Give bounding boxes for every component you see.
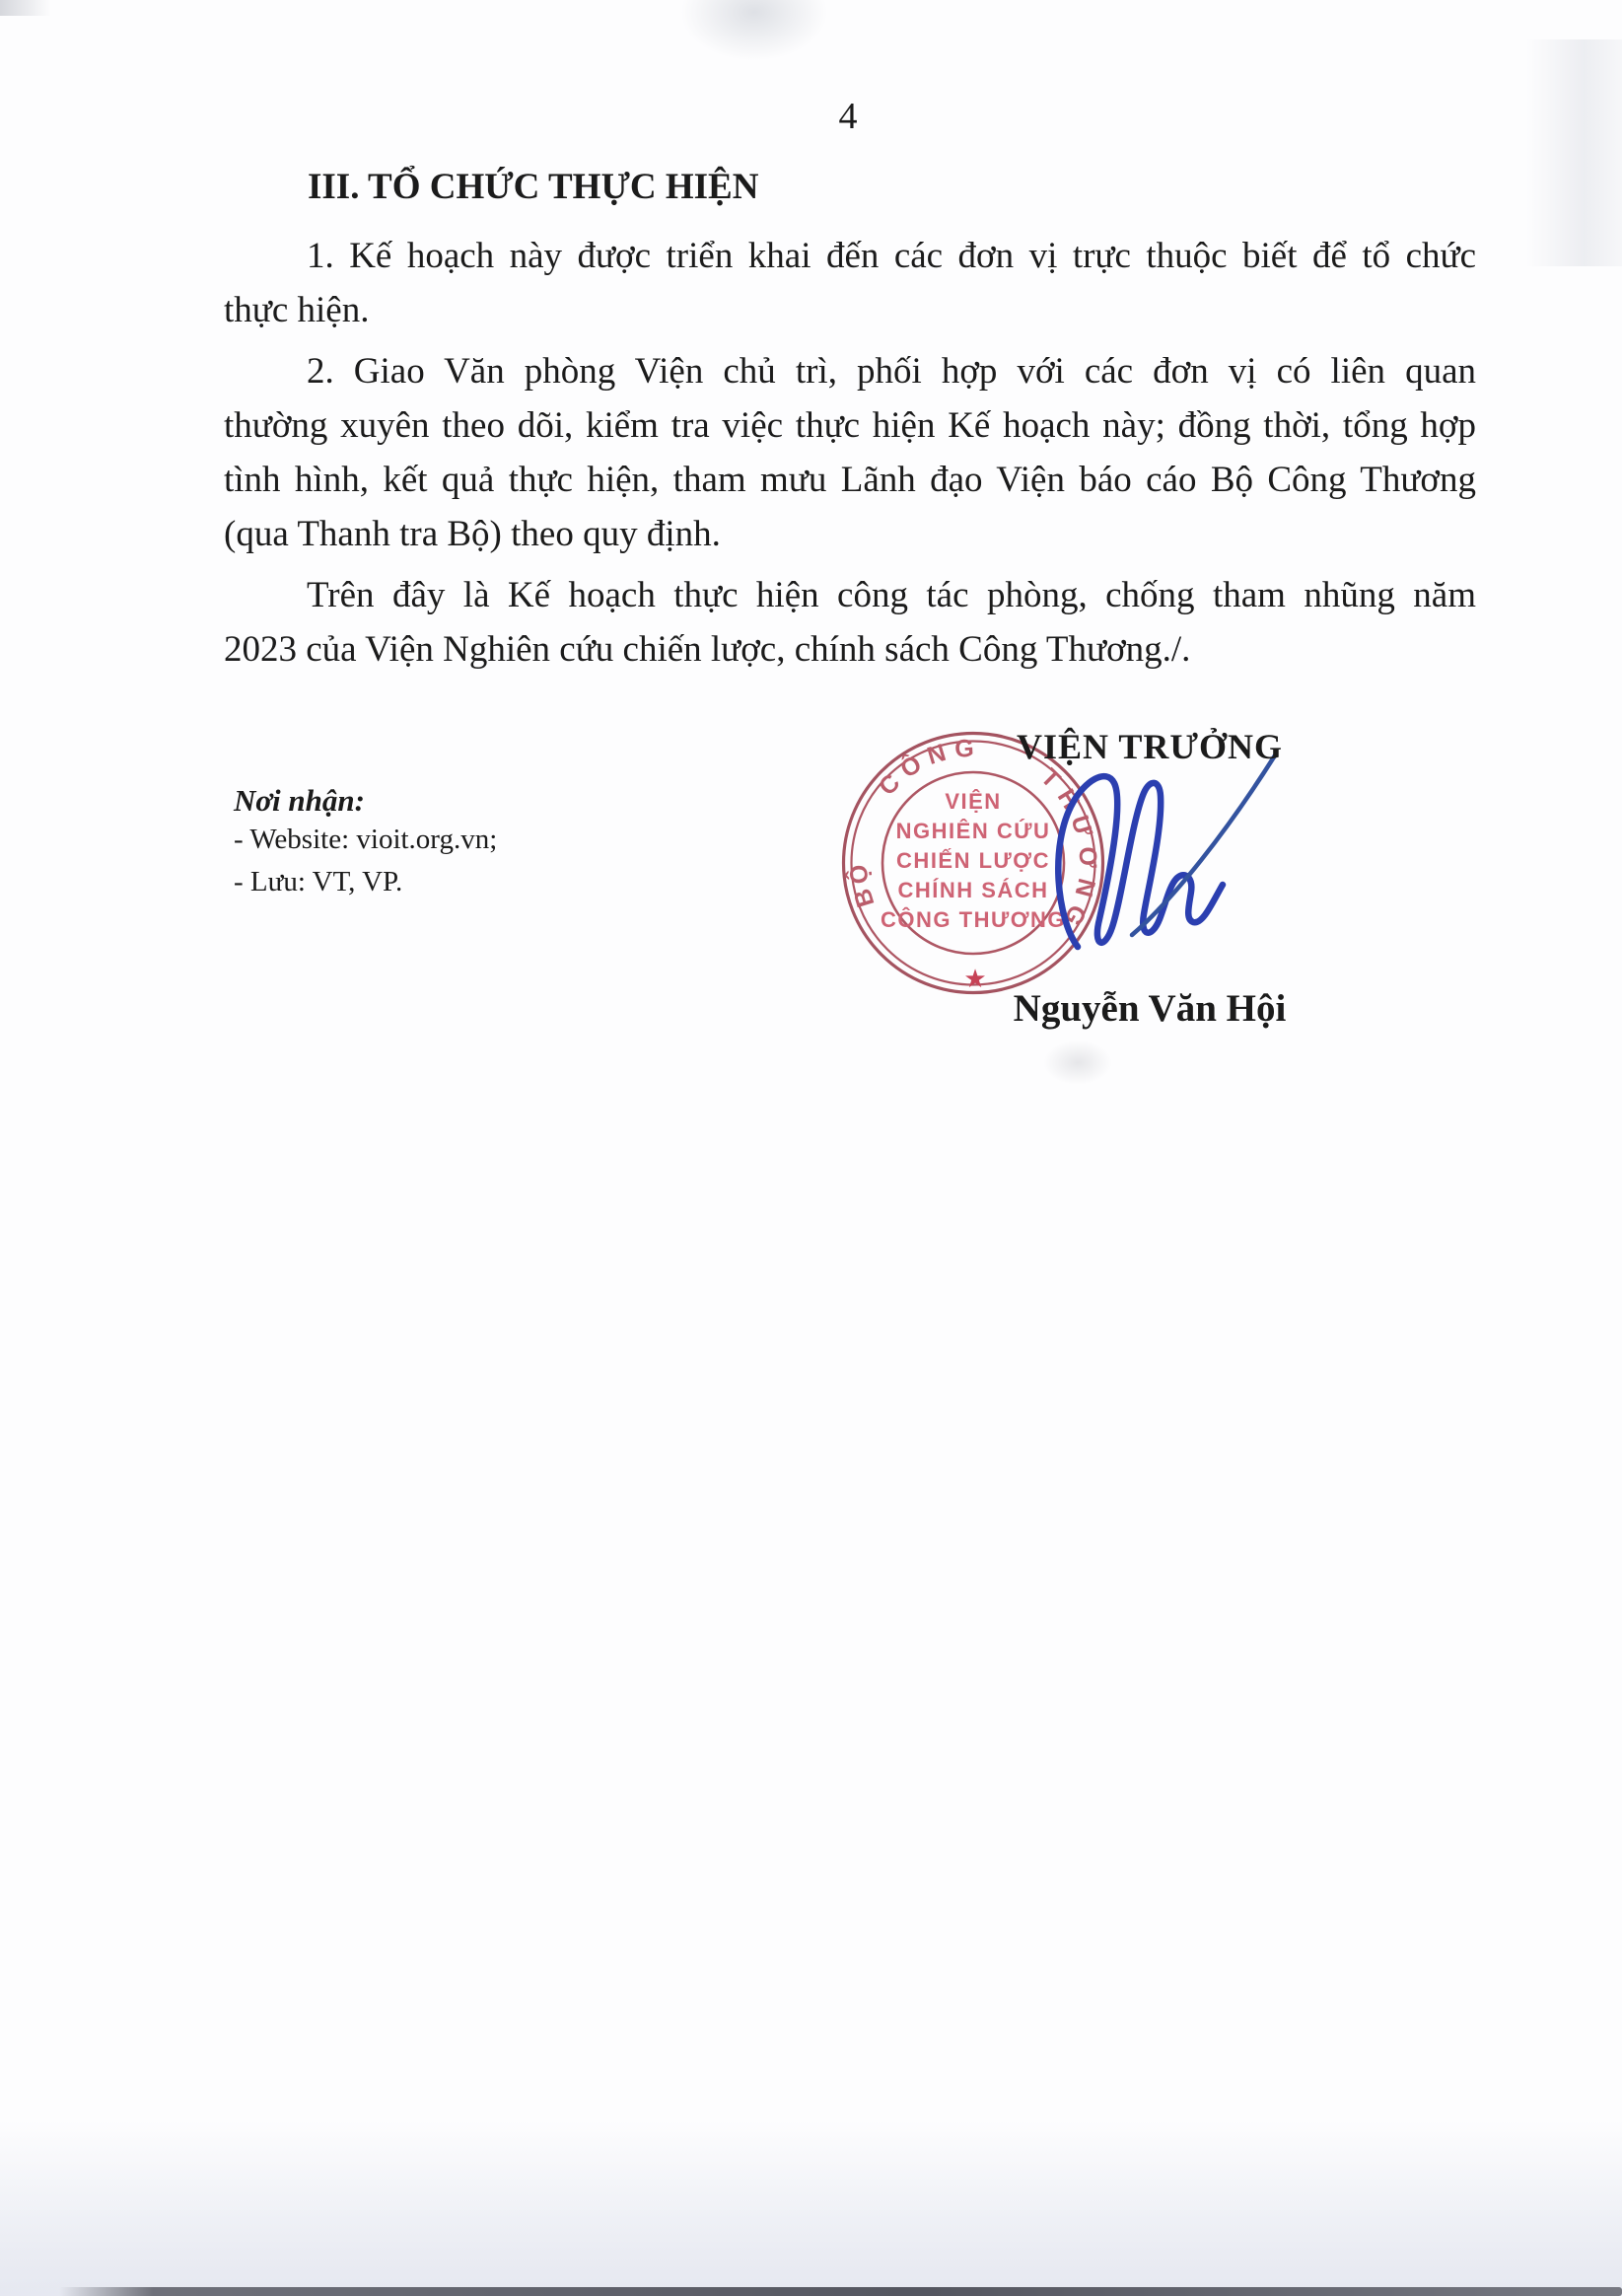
paragraph-2 bbox=[224, 344, 1476, 561]
paragraph-1 bbox=[224, 229, 1476, 337]
stamp-ring-text-bo: BỘ bbox=[844, 859, 881, 911]
section-heading: III. TỔ CHỨC THỰC HIỆN bbox=[308, 167, 759, 207]
scan-smudge-below-stamp bbox=[1043, 1040, 1112, 1085]
recipients-label: Nơi nhận: bbox=[234, 783, 365, 818]
recipients-item-website: - Website: vioit.org.vn; bbox=[234, 824, 498, 855]
stamp-line-nghien-cuu: NGHIÊN CỨU bbox=[895, 819, 1051, 843]
paragraph-1-line-2: thực hiện. bbox=[224, 290, 370, 330]
scan-edge-bottom-line bbox=[59, 2287, 1622, 2296]
scan-streak-right-edge bbox=[1526, 39, 1622, 266]
stamp-line-chinh-sach: CHÍNH SÁCH bbox=[897, 878, 1049, 902]
stamp-line-vien: VIỆN bbox=[945, 789, 1002, 814]
page-number: 4 bbox=[838, 96, 858, 137]
stamp-line-cong-thuong: CÔNG THƯƠNG bbox=[881, 907, 1066, 932]
stamp-star-icon: ★ bbox=[963, 965, 987, 993]
stamp-ring-text-cong: CÔNG bbox=[873, 734, 983, 802]
paragraph-3-line-1: Trên đây là Kế hoạch thực hiện công tác phòng, chống tham nhũng năm bbox=[307, 575, 1476, 615]
stamp-ring-text-thuong: THƯƠNG bbox=[1035, 762, 1102, 939]
paragraph-3 bbox=[224, 568, 1476, 677]
paragraph-2-line-1: 2. Giao Văn phòng Viện chủ trì, phối hợp với các đơn vị có liên quan bbox=[307, 351, 1476, 392]
scan-smudge-top-right bbox=[680, 0, 828, 61]
signer-title: VIỆN TRƯỞNG bbox=[1016, 727, 1284, 766]
paragraph-2-line-4: (qua Thanh tra Bộ) theo quy định. bbox=[224, 514, 721, 554]
signer-name: Nguyễn Văn Hội bbox=[1013, 987, 1287, 1030]
recipients-block bbox=[234, 783, 497, 903]
paragraph-3-line-2: 2023 của Viện Nghiên cứu chiến lược, chính sách Công Thương./. bbox=[224, 629, 1191, 670]
paragraph-2-line-3: tình hình, kết quả thực hiện, tham mưu Lãnh đạo Viện báo cáo Bộ Công Thương bbox=[224, 460, 1476, 500]
paragraph-1-line-1: 1. Kế hoạch này được triển khai đến các đơn vị trực thuộc biết để tổ chức bbox=[307, 236, 1476, 276]
paragraph-2-line-2: thường xuyên theo dõi, kiểm tra việc thực hiện Kế hoạch này; đồng thời, tổng hợp bbox=[224, 405, 1476, 446]
recipients-item-luu: - Lưu: VT, VP. bbox=[234, 866, 403, 897]
handwritten-signature bbox=[1045, 742, 1302, 961]
stamp-line-chien-luoc: CHIẾN LƯỢC bbox=[896, 848, 1050, 873]
scan-chip-top-left bbox=[0, 0, 51, 16]
scan-wash-bottom bbox=[0, 2120, 1622, 2296]
